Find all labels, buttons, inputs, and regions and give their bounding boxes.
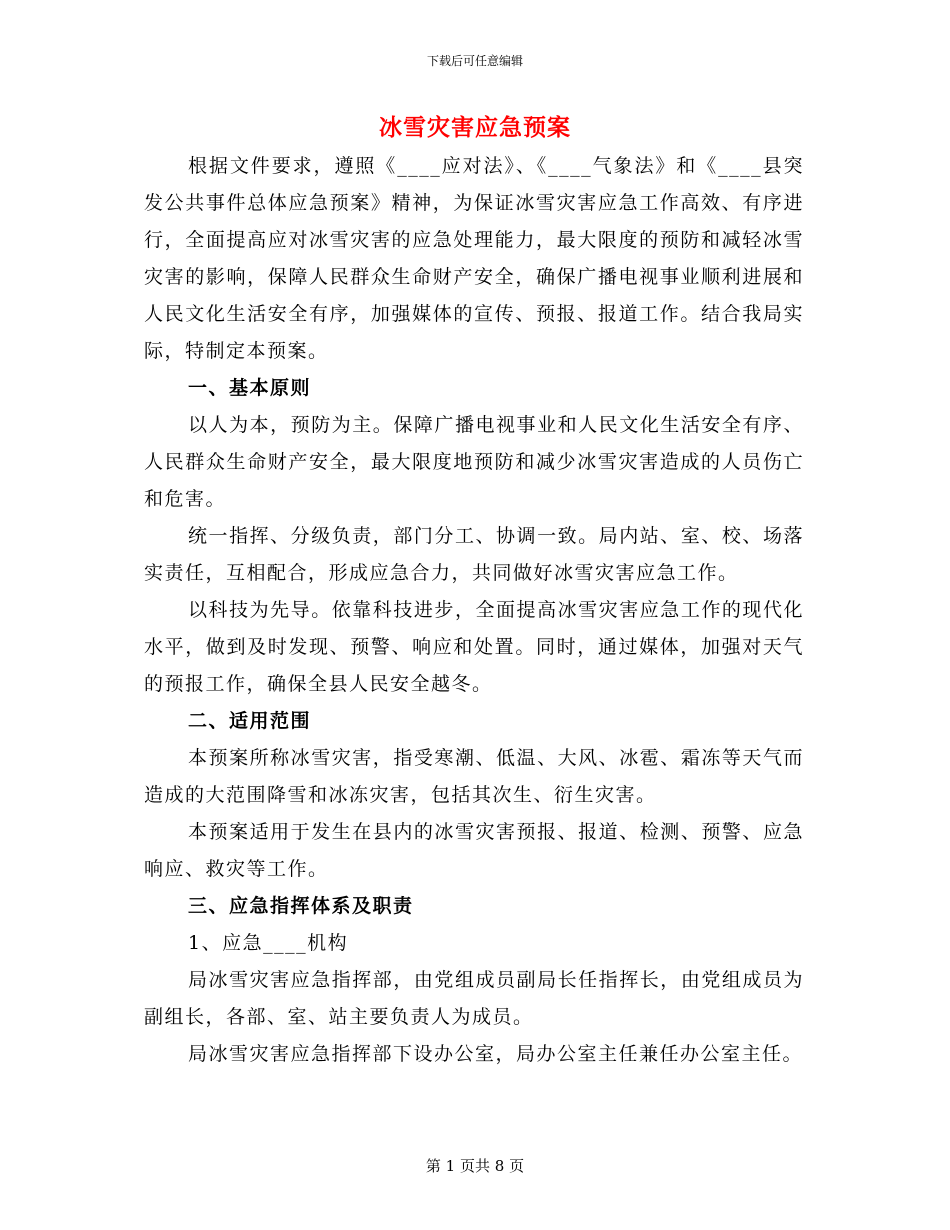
heading-scope: 二、适用范围 <box>188 710 312 732</box>
page-header: 下载后可任意编辑 <box>426 54 523 68</box>
paragraph-principle-technology: 以科技为先导。依靠科技进步，全面提高冰雪灾害应急工作的现代化水平，做到及时发现、预警、响应和处置。同时，通过媒体，加强对天气的预报工作，确保全县人民安全越冬。 <box>144 599 804 695</box>
document-body <box>144 148 804 1073</box>
heading-basic-principles: 一、基本原则 <box>188 377 312 399</box>
page-footer: 第 1 页共 8 页 <box>425 1157 525 1175</box>
paragraph-principle-people-first: 以人为本，预防为主。保障广播电视事业和人民文化生活安全有序、人民群众生命财产安全，最大限度地预防和减少冰雪灾害造成的人员伤亡和危害。 <box>144 414 804 510</box>
paragraph-scope-application: 本预案适用于发生在县内的冰雪灾害预报、报道、检测、预警、应急响应、救灾等工作。 <box>144 821 804 880</box>
document-title: 冰雪灾害应急预案 <box>379 114 571 141</box>
paragraph-command-headquarters: 局冰雪灾害应急指挥部，由党组成员副局长任指挥长，由党组成员为副组长，各部、室、站主要负责人为成员。 <box>144 969 804 1028</box>
heading-command-system: 三、应急指挥体系及职责 <box>188 895 414 917</box>
paragraph-scope-definition: 本预案所称冰雪灾害，指受寒潮、低温、大风、冰雹、霜冻等天气而造成的大范围降雪和冰冻灾害，包括其次生、衍生灾害。 <box>144 747 804 806</box>
subheading-emergency-agency: 1、应急____机构 <box>188 932 349 954</box>
paragraph-command-office: 局冰雪灾害应急指挥部下设办公室，局办公室主任兼任办公室主任。 <box>188 1043 804 1065</box>
paragraph-principle-unified-command: 统一指挥、分级负责，部门分工、协调一致。局内站、室、校、场落实责任，互相配合，形成应急合力，共同做好冰雪灾害应急工作。 <box>144 525 804 584</box>
paragraph-intro: 根据文件要求，遵照《____应对法》、《____气象法》和《____县突发公共事件总体应急预案》精神，为保证冰雪灾害应急工作高效、有序进行，全面提高应对冰雪灾害的应急处理能力，最大限度的预防和减轻冰雪灾害的影响，保障人民群众生命财产安全，确保广播电视事业顺利进展和人民文化生活安全有序，加强媒体的宣传、预报、报道工作。结合我局实际，特制定本预案。 <box>144 155 804 362</box>
